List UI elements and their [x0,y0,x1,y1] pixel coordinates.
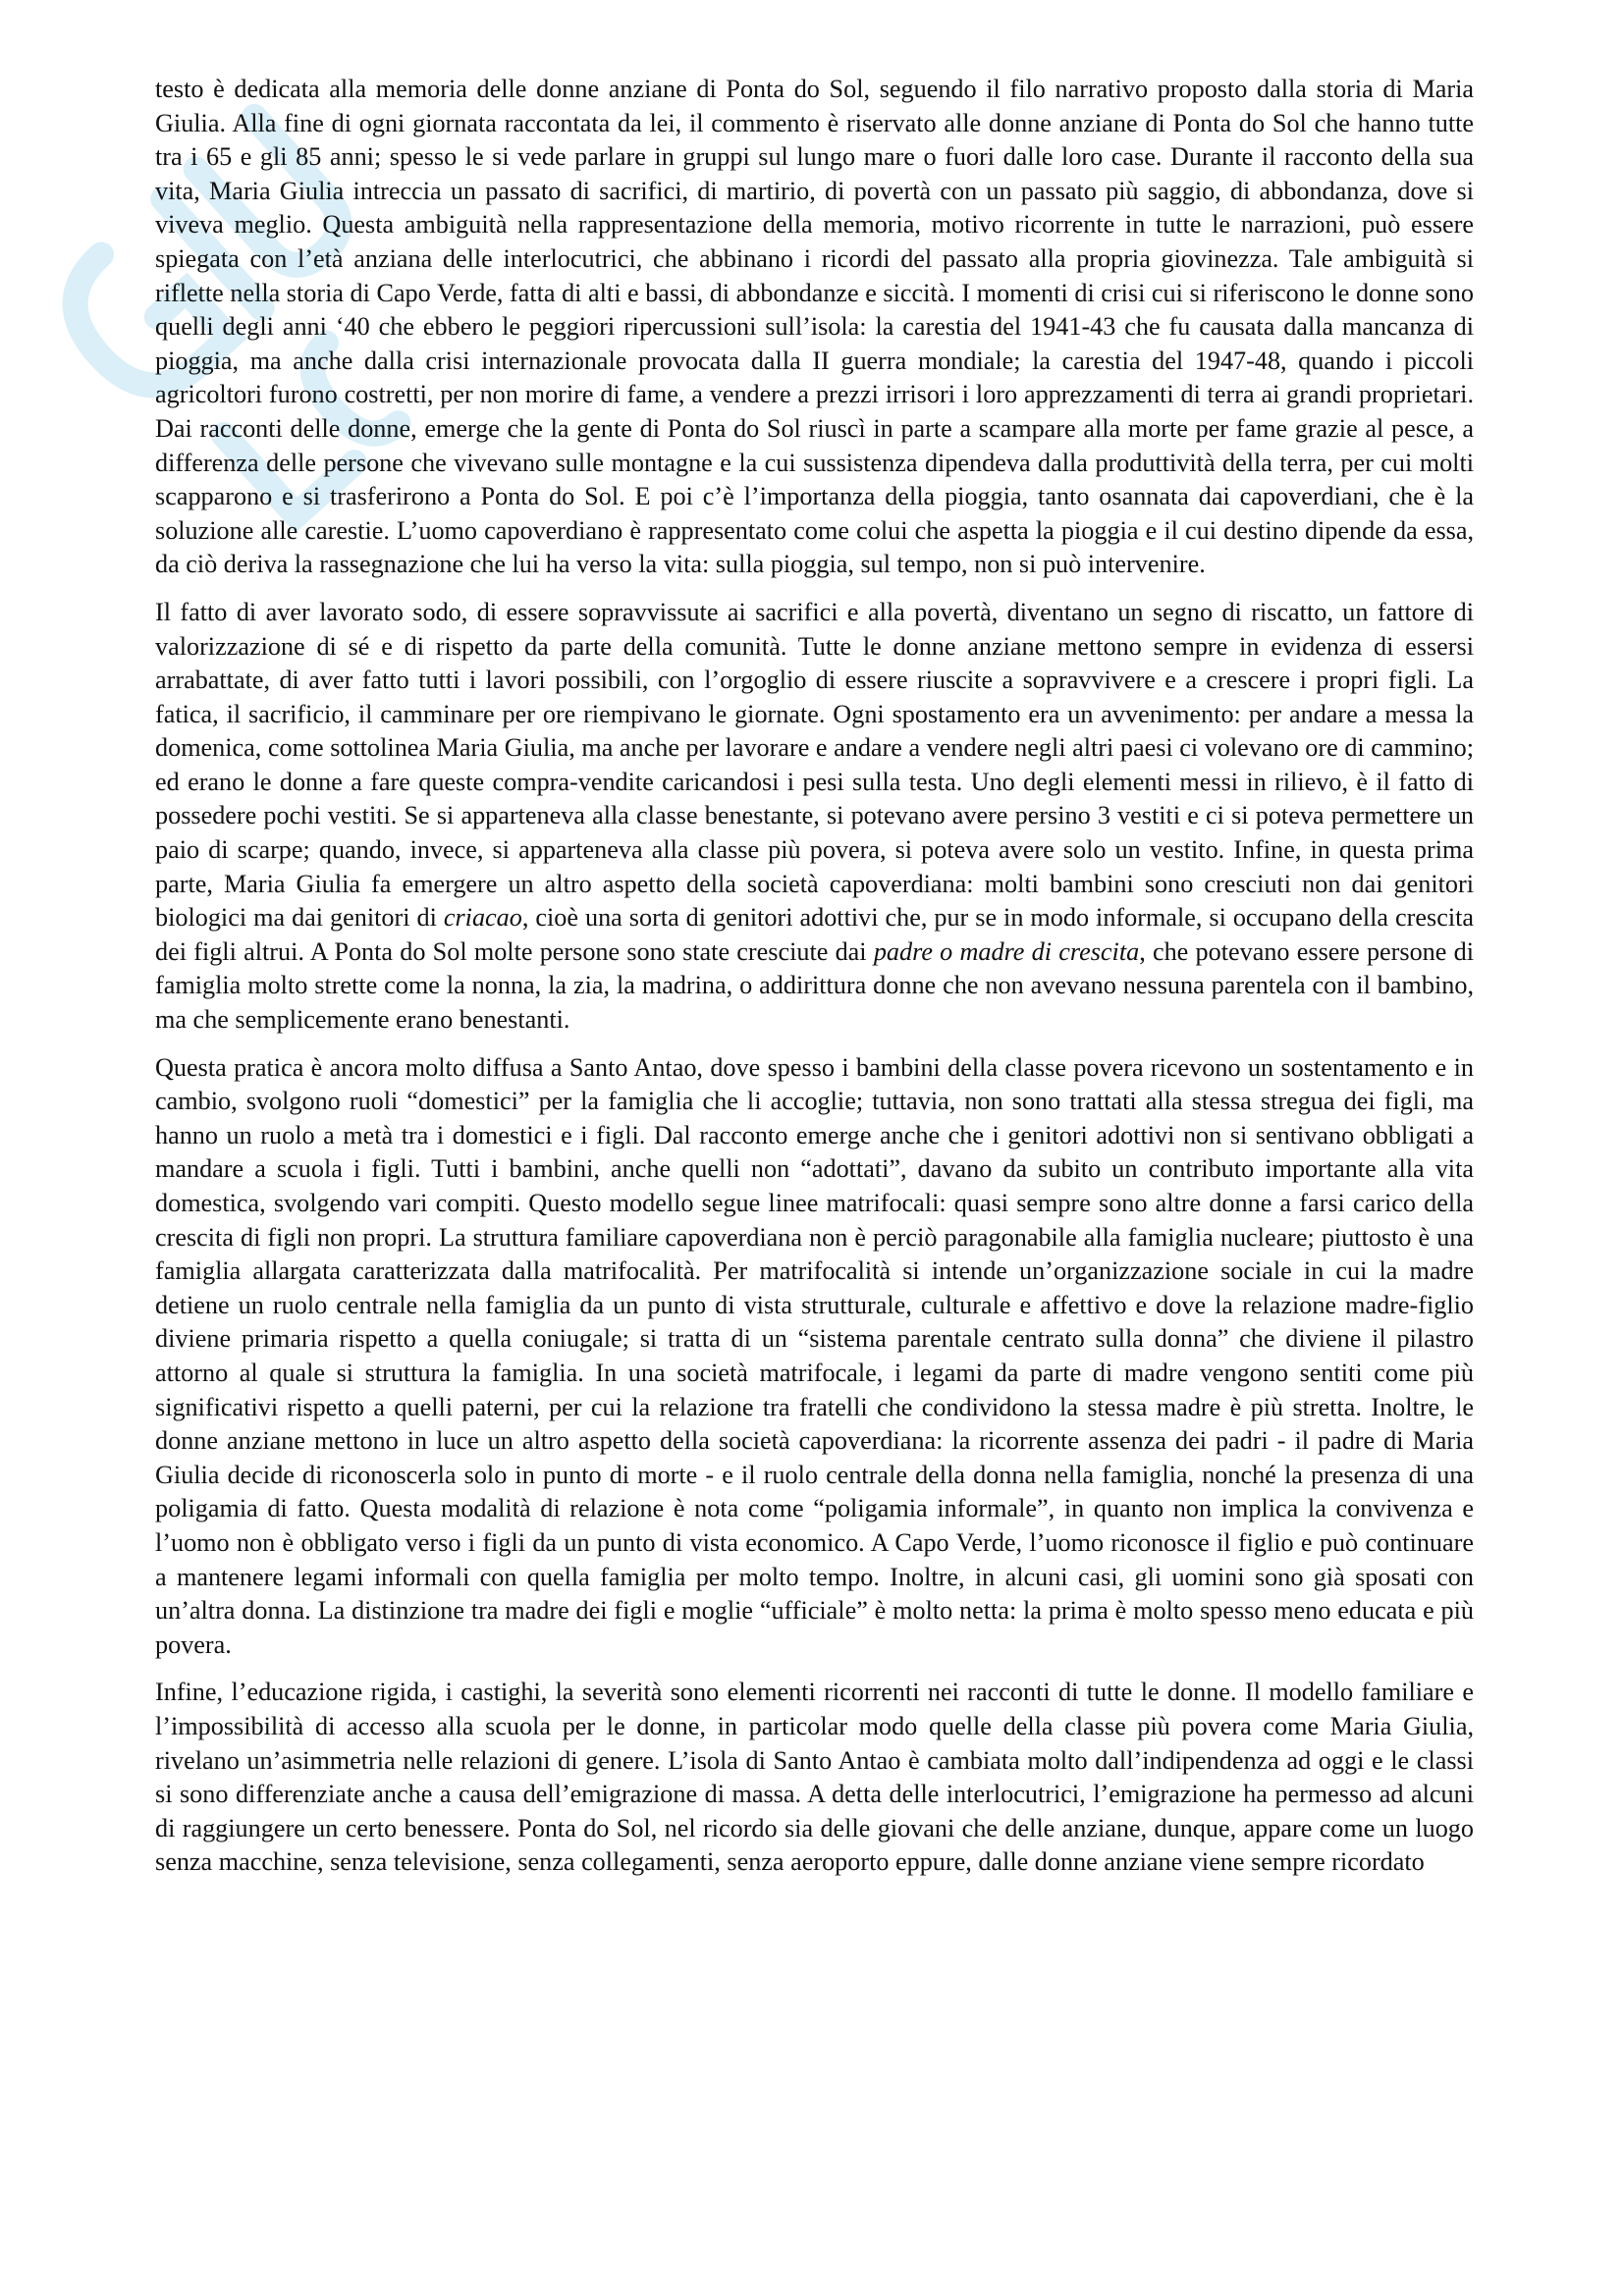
paragraph-text: Questa pratica è ancora molto diffusa a Santo Antao, dove spesso i bambini della classe povera ricevono un sostentamento e in cambio, svolgono ruoli “domestici” per la famiglia che li accoglie; tuttavia, non sono trattati alla stessa stregua dei figli, ma hanno un ruolo a metà tra i domestici e i figli. Dal racconto emerge anche che i genitori adottivi non si sentivano obbligati a mandare a scuola i figli. Tutti i bambini, anche quelli non “adottati”, davano da subito un contributo importante alla vita domestica, svolgendo vari compiti. Questo modello segue linee matrifocali: quasi sempre sono altre donne a farsi carico della crescita di figli non propri. La struttura familiare capoverdiana non è perciò paragonabile alla famiglia nucleare; piuttosto è una famiglia allargata caratterizzata dalla matrifocalità. Per matrifocalità si intende un’organizzazione sociale in cui la madre detiene un ruolo centrale nella famiglia da un punto di vista strutturale, culturale e affettivo e dove la relazione madre-figlio diviene primaria rispetto a quella coniugale; si tratta di un “sistema parentale centrato sulla donna” che diviene il pilastro attorno al quale si struttura la famiglia. In una società matrifocale, i legami da parte di madre vengono sentiti come più significativi rispetto a quelli paterni, per cui la relazione tra fratelli che condividono la stessa madre è più stretta. Inoltre, le donne anziane mettono in luce un altro aspetto della società capoverdiana: la ricorrente assenza dei padri - il padre di Maria Giulia decide di riconoscerla solo in punto di morte - e il ruolo centrale della donna nella famiglia, nonché la presenza di una poligamia di fatto. Questa modalità di relazione è nota come “poligamia informale”, in quanto non implica la convivenza e l’uomo non è obbligato verso i figli da un punto di vista economico. A Capo Verde, l’uomo riconosce il figlio e può continuare a mantenere legami informali con quella famiglia per molto tempo. Inoltre, in alcuni casi, gli uomini sono già sposati con un’altra donna. La distinzione tra madre dei figli e moglie “ufficiale” è molto netta: la prima è molto spesso meno educata e più povera. [155,1052,1474,1659]
italic-term: criacao [443,903,522,933]
body-paragraph [155,1676,1474,1880]
paragraph-text: Infine, l’educazione rigida, i castighi, la severità sono elementi ricorrenti nei racconti di tutte le donne. Il modello familiare e l’impossibilità di accesso alla scuola per le donne, in particolar modo quelle della classe più povera come Maria Giulia, rivelano un’asimmetria nelle relazioni di genere. L’isola di Santo Antao è cambiata molto dall’indipendenza ad oggi e le classi si sono differenziate anche a causa dell’emigrazione di massa. A detta delle interlocutrici, l’emigrazione ha permesso ad alcuni di raggiungere un certo benessere. Ponta do Sol, nel ricordo sia delle giovani che delle anziane, dunque, appare come un luogo senza macchine, senza televisione, senza collegamenti, senza aeroporto eppure, dalle donne anziane viene sempre ricordato [155,1678,1474,1877]
paragraph-text: , che potevano essere persone di famiglia molto strette come la nonna, la zia, la madrina, o addirittura donne che non avevano nessuna parentela con il bambino, ma che semplicemente erano benestanti. [155,936,1474,1035]
document-body [155,73,1474,1894]
paragraph-text: Il fatto di aver lavorato sodo, di essere sopravvissute ai sacrifici e alla povertà, diventano un segno di riscatto, un fattore di valorizzazione di sé e di rispetto da parte della comunità. Tutte le donne anziane mettono sempre in evidenza di essersi arrabattate, di aver fatto tutti i lavori possibili, con l’orgoglio di essere riuscite a sopravvivere e a crescere i propri figli. La fatica, il sacrificio, il camminare per ore riempivano le giornate. Ogni spostamento era un avvenimento: per andare a messa la domenica, come sottolinea Maria Giulia, ma anche per lavorare e andare a vendere negli altri paesi ci volevano ore di cammino; ed erano le donne a fare queste compra-vendite caricandosi i pesi sulla testa. Uno degli elementi messi in rilievo, è il fatto di possedere pochi vestiti. Se si apparteneva alla classe benestante, si potevano avere persino 3 vestiti e ci si poteva permettere un paio di scarpe; quando, invece, si apparteneva alla classe più povera, si poteva avere solo un vestito. Infine, in questa prima parte, Maria Giulia fa emergere un altro aspetto della società capoverdiana: molti bambini sono cresciuti non dai genitori biologici ma dai genitori di [155,597,1474,933]
body-paragraph [155,73,1474,582]
body-paragraph [155,1051,1474,1663]
paragraph-text: , cioè una sorta di genitori adottivi che, pur se in modo informale, si occupano della crescita dei figli altrui. A Ponta do Sol molte persone sono state cresciute dai [155,903,1474,966]
paragraph-text: testo è dedicata alla memoria delle donne anziane di Ponta do Sol, seguendo il filo narrativo proposto dalla storia di Maria Giulia. Alla fine di ogni giornata raccontata da lei, il commento è riservato alle donne anziane di Ponta do Sol che hanno tutte tra i 65 e gli 85 anni; spesso le si vede parlare in gruppi sul lungo mare o fuori dalle loro case. Durante il racconto della sua vita, Maria Giulia intreccia un passato di sacrifici, di martirio, di povertà con un passato più saggio, di abbondanza, dove si viveva meglio. Questa ambiguità nella rappresentazione della memoria, motivo ricorrente in tutte le narrazioni, può essere spiegata con l’età anziana delle interlocutrici, che abbinano i ricordi del passato alla propria giovinezza. Tale ambiguità si riflette nella storia di Capo Verde, fatta di alti e bassi, di abbondanze e siccità. I momenti di crisi cui si riferiscono le donne sono quelli degli anni ‘40 che ebbero le peggiori ripercussioni sull’isola: la carestia del 1941-43 che fu causata dalla mancanza di pioggia, ma anche dalla crisi internazionale provocata dalla II guerra mondiale; la carestia del 1947-48, quando i piccoli agricoltori furono costretti, per non morire di fame, a vendere a prezzi irrisori i loro apprezzamenti di terra ai grandi proprietari. Dai racconti delle donne, emerge che la gente di Ponta do Sol riuscì in parte a scampare alla morte per fame grazie al pesce, a differenza delle persone che vivevano sulle montagne e la cui sussistenza dipendeva dalla produttività della terra, per cui molti scapparono e si trasferirono a Ponta do Sol. E poi c’è l’importanza della pioggia, tanto osannata dai capoverdiani, che è la soluzione alle carestie. L’uomo capoverdiano è rappresentato come colui che aspetta la pioggia e il cui destino dipende da essa, da ciò deriva la rassegnazione che lui ha verso la vita: sulla pioggia, sul tempo, non si può intervenire. [155,75,1474,579]
body-paragraph [155,596,1474,1038]
italic-term: padre o madre di crescita [873,936,1140,966]
